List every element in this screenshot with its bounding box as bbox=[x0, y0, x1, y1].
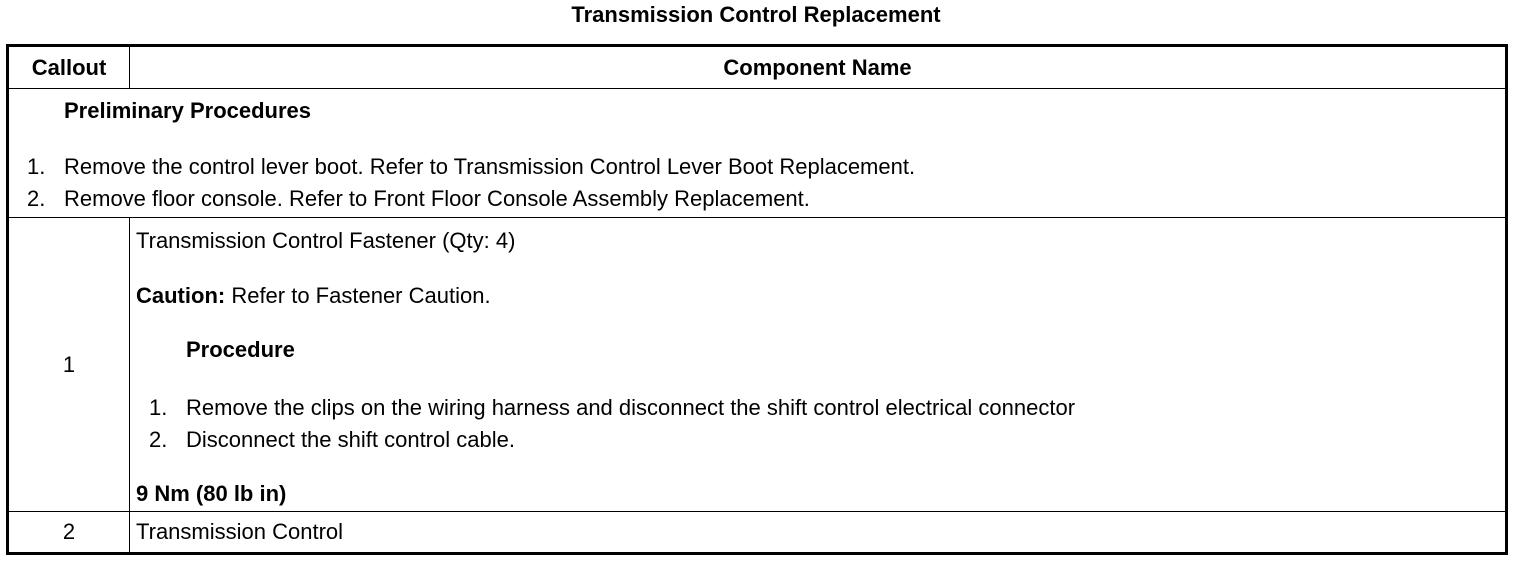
preliminary-cell bbox=[8, 89, 1507, 218]
caution-note bbox=[136, 282, 491, 310]
component-table bbox=[6, 44, 1508, 555]
procedure-steps bbox=[136, 392, 1075, 456]
step-text: Disconnect the shift control cable. bbox=[186, 427, 515, 452]
preliminary-heading: Preliminary Procedures bbox=[64, 98, 312, 123]
list-item bbox=[9, 151, 915, 183]
caution-label: Caution: bbox=[136, 283, 226, 308]
table-header-row bbox=[8, 46, 1507, 89]
list-item bbox=[136, 424, 1075, 456]
list-item bbox=[136, 392, 1075, 424]
step-text: Remove floor console. Refer to Front Floor Console Assembly Replacement. bbox=[64, 186, 810, 211]
component-cell bbox=[130, 218, 1507, 512]
step-text: Remove the control lever boot. Refer to Transmission Control Lever Boot Replacement. bbox=[64, 154, 916, 179]
step-text: Remove the clips on the wiring harness and disconnect the shift control electrical connector bbox=[186, 395, 1076, 420]
table-row bbox=[8, 512, 1507, 554]
preliminary-row bbox=[8, 89, 1507, 218]
step-number: 2. bbox=[149, 427, 168, 452]
component-name-header: Component Name bbox=[130, 46, 1507, 89]
procedure-heading: Procedure bbox=[186, 337, 295, 362]
step-number: 1. bbox=[149, 395, 168, 420]
table-row bbox=[8, 218, 1507, 512]
step-number: 1. bbox=[27, 154, 46, 179]
component-name: Transmission Control bbox=[130, 512, 1507, 554]
callout-header: Callout bbox=[8, 46, 130, 89]
preliminary-steps bbox=[9, 151, 915, 215]
callout-number: 2 bbox=[8, 512, 130, 554]
callout-number: 1 bbox=[8, 218, 130, 512]
component-name: Transmission Control Fastener (Qty: 4) bbox=[136, 228, 516, 253]
torque-spec: 9 Nm (80 lb in) bbox=[136, 481, 287, 506]
caution-text: Refer to Fastener Caution. bbox=[225, 283, 491, 308]
list-item bbox=[9, 183, 915, 215]
page-title: Transmission Control Replacement bbox=[571, 2, 941, 27]
step-number: 2. bbox=[27, 186, 46, 211]
